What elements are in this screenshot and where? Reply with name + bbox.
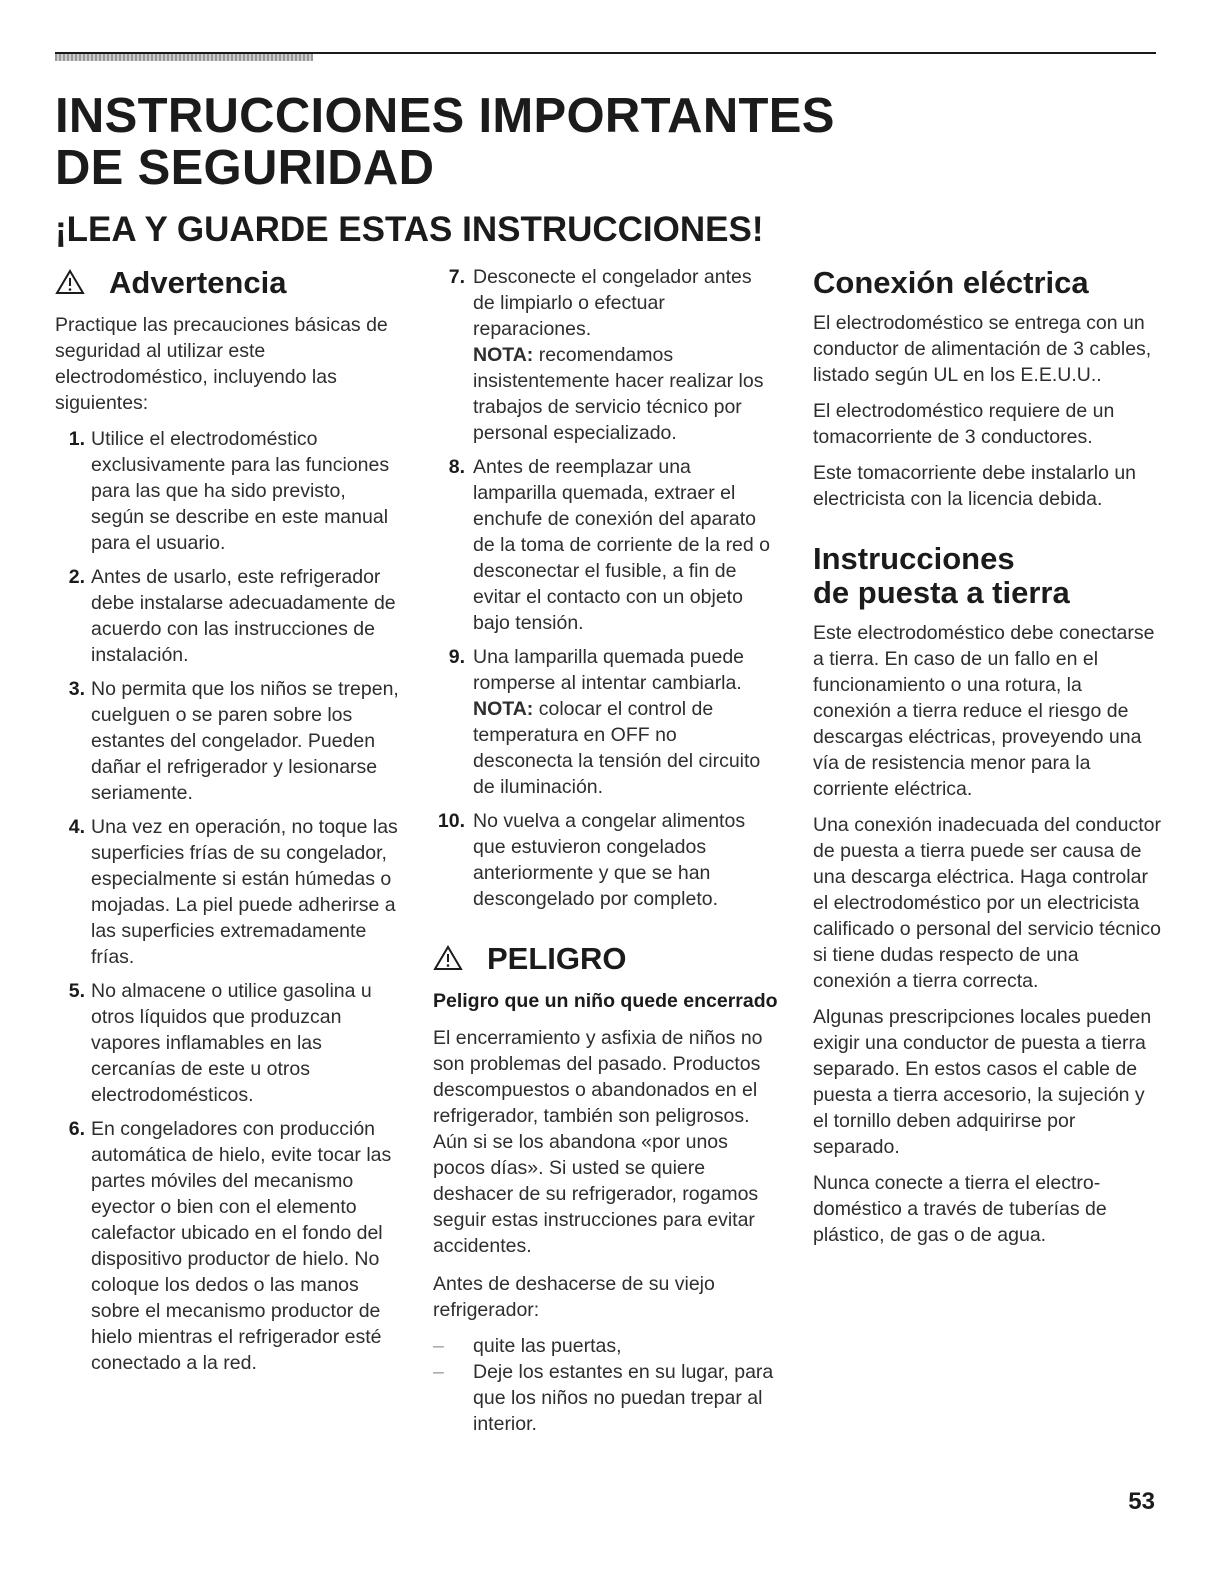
item-number: 5. (68, 980, 85, 1002)
column-advertencia (55, 266, 400, 1384)
advertencia-intro: Practique las precauciones básicas de seguridad al utilizar este electrodoméstico, incluyendo las siguientes: (55, 314, 388, 414)
tierra-paragraph-1: Este electrodoméstico debe conectarse a tierra. En caso de un fallo en el funcionamiento o una rotura, la conexión a tierra reduce el riesgo de descargas eléctricas, proveyendo una vía de resistencia menor para la corriente eléctrica. (813, 622, 1155, 800)
note-label: NOTA: (473, 698, 534, 720)
column-middle (433, 264, 778, 1437)
tierra-heading (813, 542, 1161, 610)
item-text: Deje los estantes en su lugar, para que los niños no puedan trepar al interior. (473, 1361, 774, 1435)
column-right (813, 266, 1161, 1248)
item-text: Una vez en operación, no toque las superficies frías de su congelador, especialmente si están húmedas o mojadas. La piel puede adherirse a las superficies extremadamente frías. (91, 816, 398, 968)
list-item (55, 564, 400, 668)
tierra-heading-line2: de puesta a tierra (813, 575, 1070, 610)
item-number: 6. (68, 1118, 85, 1140)
item-number: 4. (68, 816, 85, 838)
tierra-paragraph-3: Algunas prescripciones locales pueden exigir una conductor de puesta a tierra separado. En estos casos el cable de puesta a tierra accesorio, la sujeción y el tornillo deben adquirirse por separado. (813, 1006, 1152, 1158)
item-text: quite las puertas, (473, 1335, 622, 1357)
list-item (55, 978, 400, 1108)
tierra-paragraph-2: Una conexión inadecuada del conductor de puesta a tierra puede ser causa de una descarga eléctrica. Haga controlar el electrodoméstico por un electricista calificado o personal del servicio técnico si tiene dudas respecto de una conexión a tierra correcta. (813, 814, 1162, 992)
list-item (55, 426, 400, 556)
item-text: Antes de reemplazar una lamparilla quemada, extraer el enchufe de conexión del aparato de la toma de corriente de la red o desconectar el fusible, a fin de evitar el contacto con un objeto bajo tensión. (473, 456, 771, 634)
conexion-paragraph-1: El electrodoméstico se entrega con un conductor de alimentación de 3 cables, listado según UL en los E.E.U.U.. (813, 312, 1152, 386)
peligro-paragraph-1: El encerramiento y asfixia de niños no son problemas del pasado. Productos descompuestos o abandonados en el refrigerador, también son peligrosos. Aún si se los abandona «por unos pocos días». Si usted se quiere deshacer de su refrigerador, rogamos seguir estas instrucciones para evitar accidentes. (433, 1027, 763, 1257)
tierra-heading-line1: Instrucciones (813, 541, 1015, 576)
conexion-heading: Conexión eléctrica (813, 265, 1089, 300)
tierra-paragraph-4: Nunca conecte a tierra el electro-doméstico a través de tuberías de plástico, de gas o de agua. (813, 1172, 1107, 1246)
list-item (55, 1116, 400, 1376)
list-item: – quite las puertas, (433, 1335, 622, 1357)
page-subtitle: ¡LEA Y GUARDE ESTAS INSTRUCCIONES! (55, 210, 764, 249)
list-item (433, 454, 778, 636)
advertencia-heading (55, 266, 400, 302)
peligro-heading-text: PELIGRO (487, 941, 627, 976)
item-number: 7. (448, 266, 465, 288)
warning-triangle-icon (433, 944, 467, 978)
page-title-line1: INSTRUCCIONES IMPORTANTES (55, 89, 835, 143)
item-number: 8. (448, 456, 465, 478)
item-text: Utilice el electrodoméstico exclusivamente para las funciones para las que ha sido previsto, según se describe en este manual para el usuario. (91, 428, 390, 554)
warning-triangle-icon (55, 268, 89, 302)
list-item (433, 264, 778, 446)
conexion-paragraph-3: Este tomacorriente debe instalarlo un electricista con la licencia debida. (813, 462, 1137, 510)
item-number: 1. (68, 428, 85, 450)
note-text: recomendamos insistentemente hacer realizar los trabajos de servicio técnico por personal especializado. (473, 344, 764, 444)
item-number: 9. (448, 646, 465, 668)
peligro-dash-list (433, 1333, 778, 1437)
item-text: En congeladores con producción automática de hielo, evite tocar las partes móviles del mecanismo eyector o bien con el elemento calefactor ubicado en el fondo del dispositivo productor de hielo. No coloque los dedos o las manos sobre el mecanismo productor de hielo mientras el refrigerador esté conectado a la red. (91, 1118, 392, 1374)
advertencia-list-b (433, 264, 778, 912)
list-item (55, 814, 400, 970)
item-text: Antes de usarlo, este refrigerador debe instalarse adecuadamente de acuerdo con las instrucciones de instalación. (91, 566, 396, 666)
page-title-line2: DE SEGURIDAD (55, 141, 435, 195)
peligro-subheading: Peligro que un niño quede encerrado (433, 990, 778, 1012)
list-item (433, 644, 778, 800)
list-item (55, 676, 400, 806)
item-number: 10. (437, 810, 465, 832)
peligro-heading (433, 942, 778, 978)
note-text: colocar el control de temperatura en OFF no desconecta la tensión del circuito de iluminación. (473, 698, 761, 798)
item-text: No vuelva a congelar alimentos que estuvieron congelados anteriormente y que se han descongelado por completo. (473, 810, 746, 910)
page-number: 53 (1128, 1488, 1155, 1515)
header-rule (55, 52, 1156, 54)
advertencia-heading-text: Advertencia (109, 265, 287, 300)
item-number: 3. (68, 678, 85, 700)
page-title (55, 90, 835, 194)
item-text: Una lamparilla quemada puede romperse al intentar cambiarla. (473, 646, 745, 694)
list-item (433, 808, 778, 912)
item-text: No permita que los niños se trepen, cuelguen o se paren sobre los estantes del congelador. Pueden dañar el refrigerador y lesionarse seriamente. (91, 678, 399, 804)
advertencia-list-a (55, 426, 400, 1376)
list-item: – Deje los estantes en su lugar, para que los niños no puedan trepar al interior. (433, 1361, 774, 1435)
note-label: NOTA: (473, 344, 534, 366)
item-number: 2. (68, 566, 85, 588)
peligro-paragraph-2: Antes de deshacerse de su viejo refrigerador: (433, 1273, 715, 1321)
conexion-paragraph-2: El electrodoméstico requiere de un tomacorriente de 3 conductores. (813, 400, 1115, 448)
item-text: Desconecte el congelador antes de limpiarlo o efectuar reparaciones. (473, 266, 752, 340)
item-text: No almacene o utilice gasolina u otros líquidos que produzcan vapores inflamables en las cercanías de este u otros electrodomésticos. (91, 980, 372, 1106)
